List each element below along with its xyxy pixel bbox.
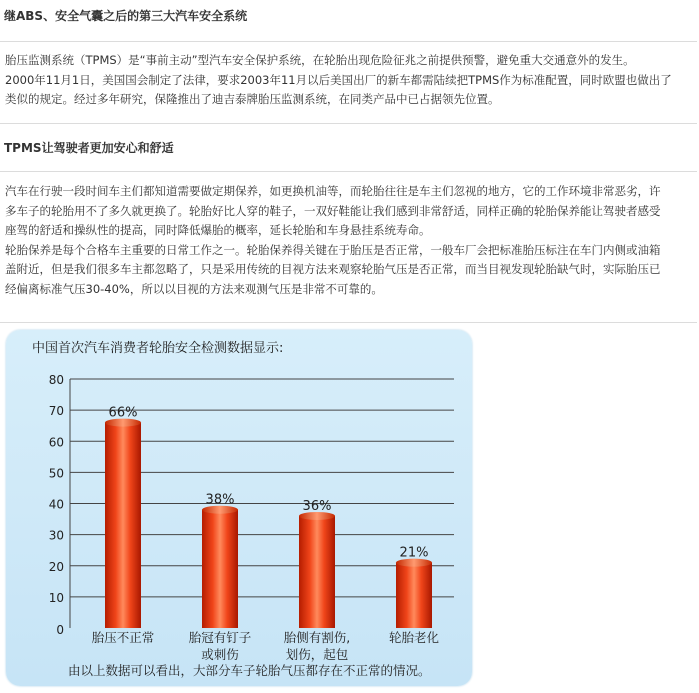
x-tick-label: 划伤，起包 <box>285 647 349 662</box>
y-tick-label: 40 <box>48 497 64 512</box>
section1-body <box>5 51 691 110</box>
x-tick-label: 胎侧有割伤, <box>283 630 351 645</box>
chart-caption: 由以上数据可以看出，大部分车子轮胎气压都存在不正常的情况。 <box>68 663 431 678</box>
section1-title: 继ABS、安全气囊之后的第三大汽车安全系统 <box>4 9 248 23</box>
section2-line: 盖附近，但是我们很多车主都忽略了，只是采用传统的目视方法来观察轮胎气压是否正常，而当目视发现轮胎缺气时，实际胎压已 <box>5 262 661 276</box>
divider <box>0 123 697 124</box>
y-tick-label: 0 <box>56 623 64 637</box>
section2-body <box>5 182 691 299</box>
bar-value-label: 66% <box>108 405 138 421</box>
bar <box>299 516 335 628</box>
bar <box>396 563 432 628</box>
x-tick-label: 胎冠有钉子 <box>188 630 252 645</box>
bar-value-label: 21% <box>399 545 429 561</box>
section2-line: 轮胎保养是每个合格车主重要的日常工作之一。轮胎保养得关键在于胎压是否正常，一般车厂会把标准胎压标注在车门内侧或油箱 <box>5 242 661 257</box>
y-tick-label: 70 <box>48 404 64 419</box>
section2-line: 多车子的轮胎用不了多久就更换了。轮胎好比人穿的鞋子，一双好鞋能让我们感到非常舒适，同样正确的轮胎保养能让驾驶者感受 <box>5 203 661 218</box>
bar-value-label: 36% <box>302 498 332 514</box>
bar-value-label: 38% <box>205 492 235 508</box>
y-tick-label: 30 <box>48 528 64 543</box>
section2-line: 经偏离标准气压30-40%，所以以目视的方法来观测气压是非常不可靠的。 <box>5 281 383 296</box>
section1-line: 类似的规定。经过多年研究，保隆推出了迪吉泰牌胎压监测系统，在同类产品中已占据领先位置。 <box>5 92 500 106</box>
y-tick-label: 80 <box>48 373 64 387</box>
section1-line: 2000年11月1日，美国国会制定了法律，要求2003年11月以后美国出厂的新车都需陆续把TPMS作为标准配置，同时欧盟也做出了 <box>5 72 672 87</box>
divider <box>0 171 697 172</box>
y-tick-label: 50 <box>48 466 64 481</box>
bar <box>202 510 238 628</box>
x-tick-label: 或刺伤 <box>201 647 239 662</box>
y-tick-label: 10 <box>48 590 64 605</box>
divider <box>0 41 697 42</box>
bar-chart <box>6 330 472 686</box>
section2-line: 座驾的舒适和操纵性的提高，同时降低爆胎的概率，延长轮胎和车身悬挂系统寿命。 <box>5 223 431 237</box>
section1-line: 胎压监测系统（TPMS）是“事前主动”型汽车安全保护系统，在轮胎出现危险征兆之前提供预警，避免重大交通意外的发生。 <box>5 53 635 67</box>
divider <box>0 322 697 323</box>
chart-panel <box>6 330 472 686</box>
y-tick-label: 60 <box>48 435 64 450</box>
chart-title: 中国首次汽车消费者轮胎安全检测数据显示: <box>32 341 284 356</box>
bar <box>105 423 141 628</box>
x-tick-label: 轮胎老化 <box>388 630 440 645</box>
section2-line: 汽车在行驶一段时间车主们都知道需要做定期保养，如更换机油等，而轮胎往往是车主们忽视的地方，它的工作环境非常恶劣，许 <box>5 184 661 198</box>
y-tick-label: 20 <box>48 559 64 574</box>
section2-title: TPMS让驾驶者更加安心和舒适 <box>4 141 174 155</box>
x-tick-label: 胎压不正常 <box>91 630 155 645</box>
